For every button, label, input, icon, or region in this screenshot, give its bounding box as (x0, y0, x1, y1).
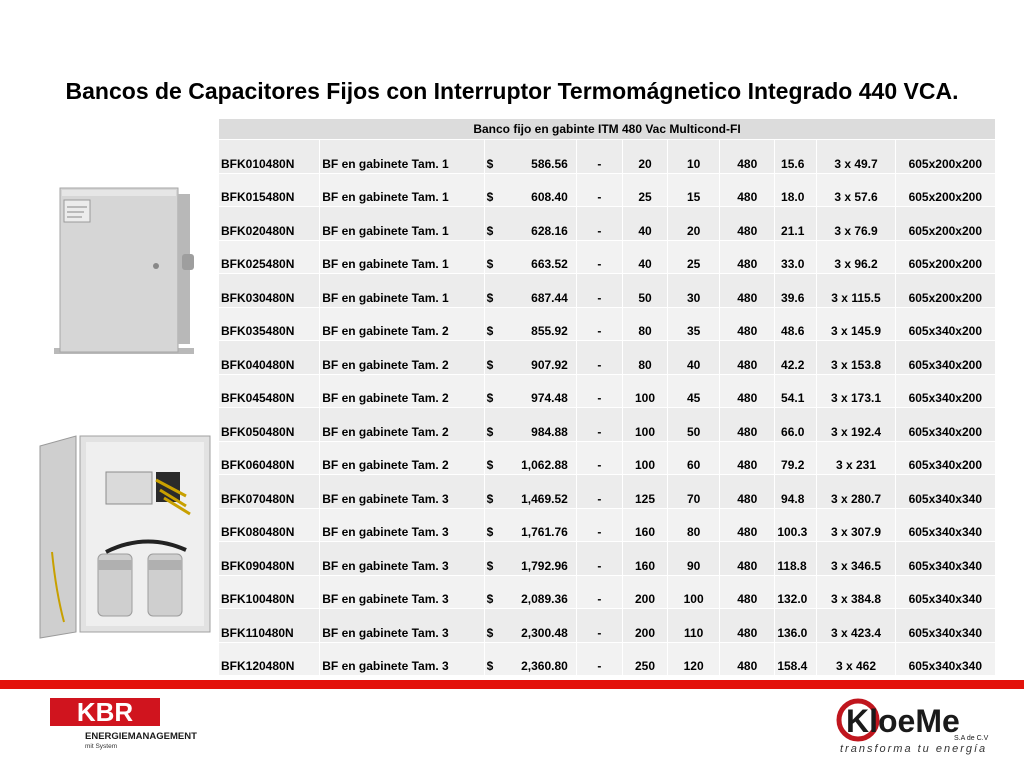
cell-model: BFK025480N (219, 240, 320, 274)
cell-a: 200 (622, 609, 667, 643)
cell-desc: BF en gabinete Tam. 2 (320, 441, 484, 475)
cell-cap: 3 x 346.5 (817, 542, 895, 576)
cell-price-amount: 2,089.36 (521, 592, 568, 606)
cell-cap: 3 x 145.9 (817, 307, 895, 341)
cell-currency: $ (486, 558, 494, 573)
cell-volt: 480 (720, 609, 775, 643)
cell-price (484, 341, 576, 375)
cell-kvar: 15 (668, 173, 720, 207)
cell-dim: 605x200x200 (895, 240, 995, 274)
cell-amp: 48.6 (775, 307, 817, 341)
cell-a: 200 (622, 575, 667, 609)
cell-price (484, 441, 576, 475)
cell-currency: $ (486, 156, 494, 171)
cell-dash: - (576, 609, 622, 643)
cell-price-amount: 855.92 (531, 324, 568, 338)
cell-a: 80 (622, 307, 667, 341)
cell-dash: - (576, 374, 622, 408)
cell-a: 25 (622, 173, 667, 207)
cell-model: BFK050480N (219, 408, 320, 442)
cell-price-amount: 1,062.88 (521, 458, 568, 472)
cell-price-amount: 687.44 (531, 290, 568, 305)
cell-volt: 480 (720, 642, 775, 676)
cell-price-amount: 2,300.48 (521, 625, 568, 640)
cell-volt: 480 (720, 140, 775, 174)
table-row (219, 341, 996, 375)
cell-model: BFK010480N (219, 140, 320, 174)
cell-dash: - (576, 173, 622, 207)
cell-desc: BF en gabinete Tam. 2 (320, 408, 484, 442)
cell-a: 40 (622, 207, 667, 241)
cell-price-amount: 984.88 (531, 424, 568, 439)
table-row (219, 575, 996, 609)
cell-currency: $ (486, 659, 494, 673)
cell-price-amount: 2,360.80 (521, 659, 568, 673)
cell-model: BFK120480N (219, 642, 320, 676)
cell-model: BFK015480N (219, 173, 320, 207)
cell-dim: 605x200x200 (895, 274, 995, 308)
cell-a: 125 (622, 475, 667, 509)
cell-desc: BF en gabinete Tam. 1 (320, 207, 484, 241)
cell-kvar: 45 (668, 374, 720, 408)
cell-volt: 480 (720, 542, 775, 576)
cell-price (484, 307, 576, 341)
table-row (219, 173, 996, 207)
cell-kvar: 80 (668, 508, 720, 542)
cell-price-amount: 586.56 (531, 156, 568, 171)
cell-volt: 480 (720, 475, 775, 509)
table-row (219, 240, 996, 274)
cell-currency: $ (486, 324, 494, 338)
cell-volt: 480 (720, 575, 775, 609)
cell-cap: 3 x 423.4 (817, 609, 895, 643)
table-row (219, 374, 996, 408)
cell-amp: 21.1 (775, 207, 817, 241)
cell-price (484, 207, 576, 241)
cell-price (484, 173, 576, 207)
cell-dash: - (576, 542, 622, 576)
cell-desc: BF en gabinete Tam. 2 (320, 307, 484, 341)
cell-kvar: 10 (668, 140, 720, 174)
table-row (219, 475, 996, 509)
cell-price (484, 508, 576, 542)
cell-desc: BF en gabinete Tam. 1 (320, 240, 484, 274)
table-row (219, 408, 996, 442)
cell-dash: - (576, 341, 622, 375)
cell-a: 100 (622, 441, 667, 475)
cell-dim: 605x200x200 (895, 173, 995, 207)
cell-amp: 66.0 (775, 408, 817, 442)
cell-kvar: 110 (668, 609, 720, 643)
cell-kvar: 120 (668, 642, 720, 676)
kbr-logo-name: KBR (76, 698, 134, 727)
cell-price (484, 408, 576, 442)
cell-a: 250 (622, 642, 667, 676)
cell-cap: 3 x 384.8 (817, 575, 895, 609)
table-row (219, 207, 996, 241)
cell-dash: - (576, 475, 622, 509)
cell-model: BFK070480N (219, 475, 320, 509)
table-row (219, 140, 996, 174)
cell-desc: BF en gabinete Tam. 3 (320, 609, 484, 643)
cell-price (484, 374, 576, 408)
table-row (219, 642, 996, 676)
cell-kvar: 90 (668, 542, 720, 576)
cell-currency: $ (486, 592, 494, 606)
cell-cap: 3 x 280.7 (817, 475, 895, 509)
cell-amp: 39.6 (775, 274, 817, 308)
cell-model: BFK020480N (219, 207, 320, 241)
cell-dim: 605x340x340 (895, 609, 995, 643)
cell-desc: BF en gabinete Tam. 1 (320, 140, 484, 174)
cell-cap: 3 x 57.6 (817, 173, 895, 207)
cell-dash: - (576, 575, 622, 609)
cell-kvar: 30 (668, 274, 720, 308)
kloeme-logo-suffix: S.A de C.V (954, 735, 989, 742)
cell-price (484, 140, 576, 174)
cell-amp: 94.8 (775, 475, 817, 509)
cell-a: 40 (622, 240, 667, 274)
cell-amp: 15.6 (775, 140, 817, 174)
cell-model: BFK030480N (219, 274, 320, 308)
open-cabinet-image (36, 432, 216, 642)
cell-cap: 3 x 462 (817, 642, 895, 676)
cell-model: BFK110480N (219, 609, 320, 643)
cell-model: BFK040480N (219, 341, 320, 375)
cell-cap: 3 x 231 (817, 441, 895, 475)
cell-cap: 3 x 192.4 (817, 408, 895, 442)
cell-dim: 605x340x200 (895, 341, 995, 375)
cell-dim: 605x340x200 (895, 374, 995, 408)
cell-amp: 158.4 (775, 642, 817, 676)
cell-volt: 480 (720, 441, 775, 475)
cell-model: BFK100480N (219, 575, 320, 609)
cell-desc: BF en gabinete Tam. 1 (320, 274, 484, 308)
cell-dash: - (576, 274, 622, 308)
cell-price (484, 240, 576, 274)
cell-amp: 118.8 (775, 542, 817, 576)
cell-volt: 480 (720, 508, 775, 542)
cell-currency: $ (486, 223, 494, 238)
cell-kvar: 40 (668, 341, 720, 375)
cell-price (484, 274, 576, 308)
cell-cap: 3 x 76.9 (817, 207, 895, 241)
cell-desc: BF en gabinete Tam. 2 (320, 341, 484, 375)
table-header: Banco fijo en gabinte ITM 480 Vac Multicond-FI (219, 119, 996, 140)
cell-dash: - (576, 207, 622, 241)
cell-currency: $ (486, 190, 494, 204)
kbr-logo-line2: mit System (85, 743, 118, 750)
cell-price-amount: 1,792.96 (521, 558, 568, 573)
cell-dim: 605x340x340 (895, 642, 995, 676)
cell-volt: 480 (720, 408, 775, 442)
cell-volt: 480 (720, 307, 775, 341)
table-row (219, 609, 996, 643)
closed-cabinet-image (52, 184, 200, 360)
cell-amp: 136.0 (775, 609, 817, 643)
cell-dim: 605x200x200 (895, 207, 995, 241)
cell-dim: 605x340x200 (895, 307, 995, 341)
cell-kvar: 100 (668, 575, 720, 609)
cell-dash: - (576, 240, 622, 274)
cell-dim: 605x340x340 (895, 575, 995, 609)
cell-currency: $ (486, 525, 494, 539)
cell-currency: $ (486, 625, 494, 640)
cell-dash: - (576, 307, 622, 341)
table-row (219, 307, 996, 341)
cell-cap: 3 x 307.9 (817, 508, 895, 542)
table-row (219, 508, 996, 542)
cell-price (484, 609, 576, 643)
cell-a: 20 (622, 140, 667, 174)
cell-price (484, 575, 576, 609)
cell-volt: 480 (720, 274, 775, 308)
cell-model: BFK080480N (219, 508, 320, 542)
cell-volt: 480 (720, 341, 775, 375)
cell-a: 160 (622, 542, 667, 576)
kbr-logo-line1: ENERGIEMANAGEMENT (85, 731, 197, 742)
cell-model: BFK035480N (219, 307, 320, 341)
cell-cap: 3 x 173.1 (817, 374, 895, 408)
cell-volt: 480 (720, 240, 775, 274)
red-divider (0, 680, 1024, 689)
cell-dash: - (576, 140, 622, 174)
cell-price-amount: 608.40 (531, 190, 568, 204)
cell-amp: 132.0 (775, 575, 817, 609)
cell-volt: 480 (720, 374, 775, 408)
cell-volt: 480 (720, 173, 775, 207)
cell-desc: BF en gabinete Tam. 3 (320, 508, 484, 542)
cell-dim: 605x340x200 (895, 441, 995, 475)
cell-amp: 33.0 (775, 240, 817, 274)
cell-kvar: 70 (668, 475, 720, 509)
cell-kvar: 50 (668, 408, 720, 442)
kloeme-logo (832, 696, 992, 758)
cell-kvar: 35 (668, 307, 720, 341)
cell-currency: $ (486, 357, 494, 372)
cell-amp: 18.0 (775, 173, 817, 207)
cell-desc: BF en gabinete Tam. 3 (320, 575, 484, 609)
cell-cap: 3 x 96.2 (817, 240, 895, 274)
cell-desc: BF en gabinete Tam. 3 (320, 642, 484, 676)
cell-dash: - (576, 508, 622, 542)
cell-a: 100 (622, 374, 667, 408)
cell-price-amount: 907.92 (531, 357, 568, 372)
capacitor-price-table (218, 118, 996, 676)
cell-kvar: 20 (668, 207, 720, 241)
cell-desc: BF en gabinete Tam. 1 (320, 173, 484, 207)
cell-dim: 605x200x200 (895, 140, 995, 174)
cell-currency: $ (486, 290, 494, 305)
cell-price-amount: 663.52 (531, 257, 568, 271)
cell-price-amount: 628.16 (531, 223, 568, 238)
cell-desc: BF en gabinete Tam. 2 (320, 374, 484, 408)
cell-model: BFK060480N (219, 441, 320, 475)
cell-dash: - (576, 642, 622, 676)
kloeme-logo-tagline: transforma tu energía (840, 743, 988, 755)
cell-amp: 100.3 (775, 508, 817, 542)
cell-dash: - (576, 441, 622, 475)
table-row (219, 542, 996, 576)
cell-a: 160 (622, 508, 667, 542)
cell-dim: 605x340x340 (895, 475, 995, 509)
cell-cap: 3 x 153.8 (817, 341, 895, 375)
cell-dash: - (576, 408, 622, 442)
cell-cap: 3 x 115.5 (817, 274, 895, 308)
cell-desc: BF en gabinete Tam. 3 (320, 475, 484, 509)
cell-a: 100 (622, 408, 667, 442)
cell-currency: $ (486, 491, 494, 506)
cell-currency: $ (486, 458, 494, 472)
cell-price (484, 475, 576, 509)
cell-price-amount: 1,469.52 (521, 491, 568, 506)
kloeme-logo-name: KloeMe (846, 703, 960, 739)
cell-volt: 480 (720, 207, 775, 241)
cell-amp: 79.2 (775, 441, 817, 475)
cell-price (484, 642, 576, 676)
cell-a: 80 (622, 341, 667, 375)
cell-amp: 54.1 (775, 374, 817, 408)
cell-price-amount: 1,761.76 (521, 525, 568, 539)
cell-dim: 605x340x340 (895, 508, 995, 542)
table-row (219, 274, 996, 308)
cell-amp: 42.2 (775, 341, 817, 375)
cell-a: 50 (622, 274, 667, 308)
table-row (219, 441, 996, 475)
cell-price (484, 542, 576, 576)
kbr-logo (50, 698, 200, 750)
cell-currency: $ (486, 257, 494, 271)
cell-dim: 605x340x200 (895, 408, 995, 442)
cell-model: BFK090480N (219, 542, 320, 576)
cell-model: BFK045480N (219, 374, 320, 408)
cell-currency: $ (486, 391, 494, 405)
page-title: Bancos de Capacitores Fijos con Interruptor Termomágnetico Integrado 440 VCA. (65, 78, 959, 104)
cell-currency: $ (486, 424, 494, 439)
cell-price-amount: 974.48 (531, 391, 568, 405)
cell-kvar: 25 (668, 240, 720, 274)
cell-cap: 3 x 49.7 (817, 140, 895, 174)
cell-kvar: 60 (668, 441, 720, 475)
cell-dim: 605x340x340 (895, 542, 995, 576)
cell-desc: BF en gabinete Tam. 3 (320, 542, 484, 576)
